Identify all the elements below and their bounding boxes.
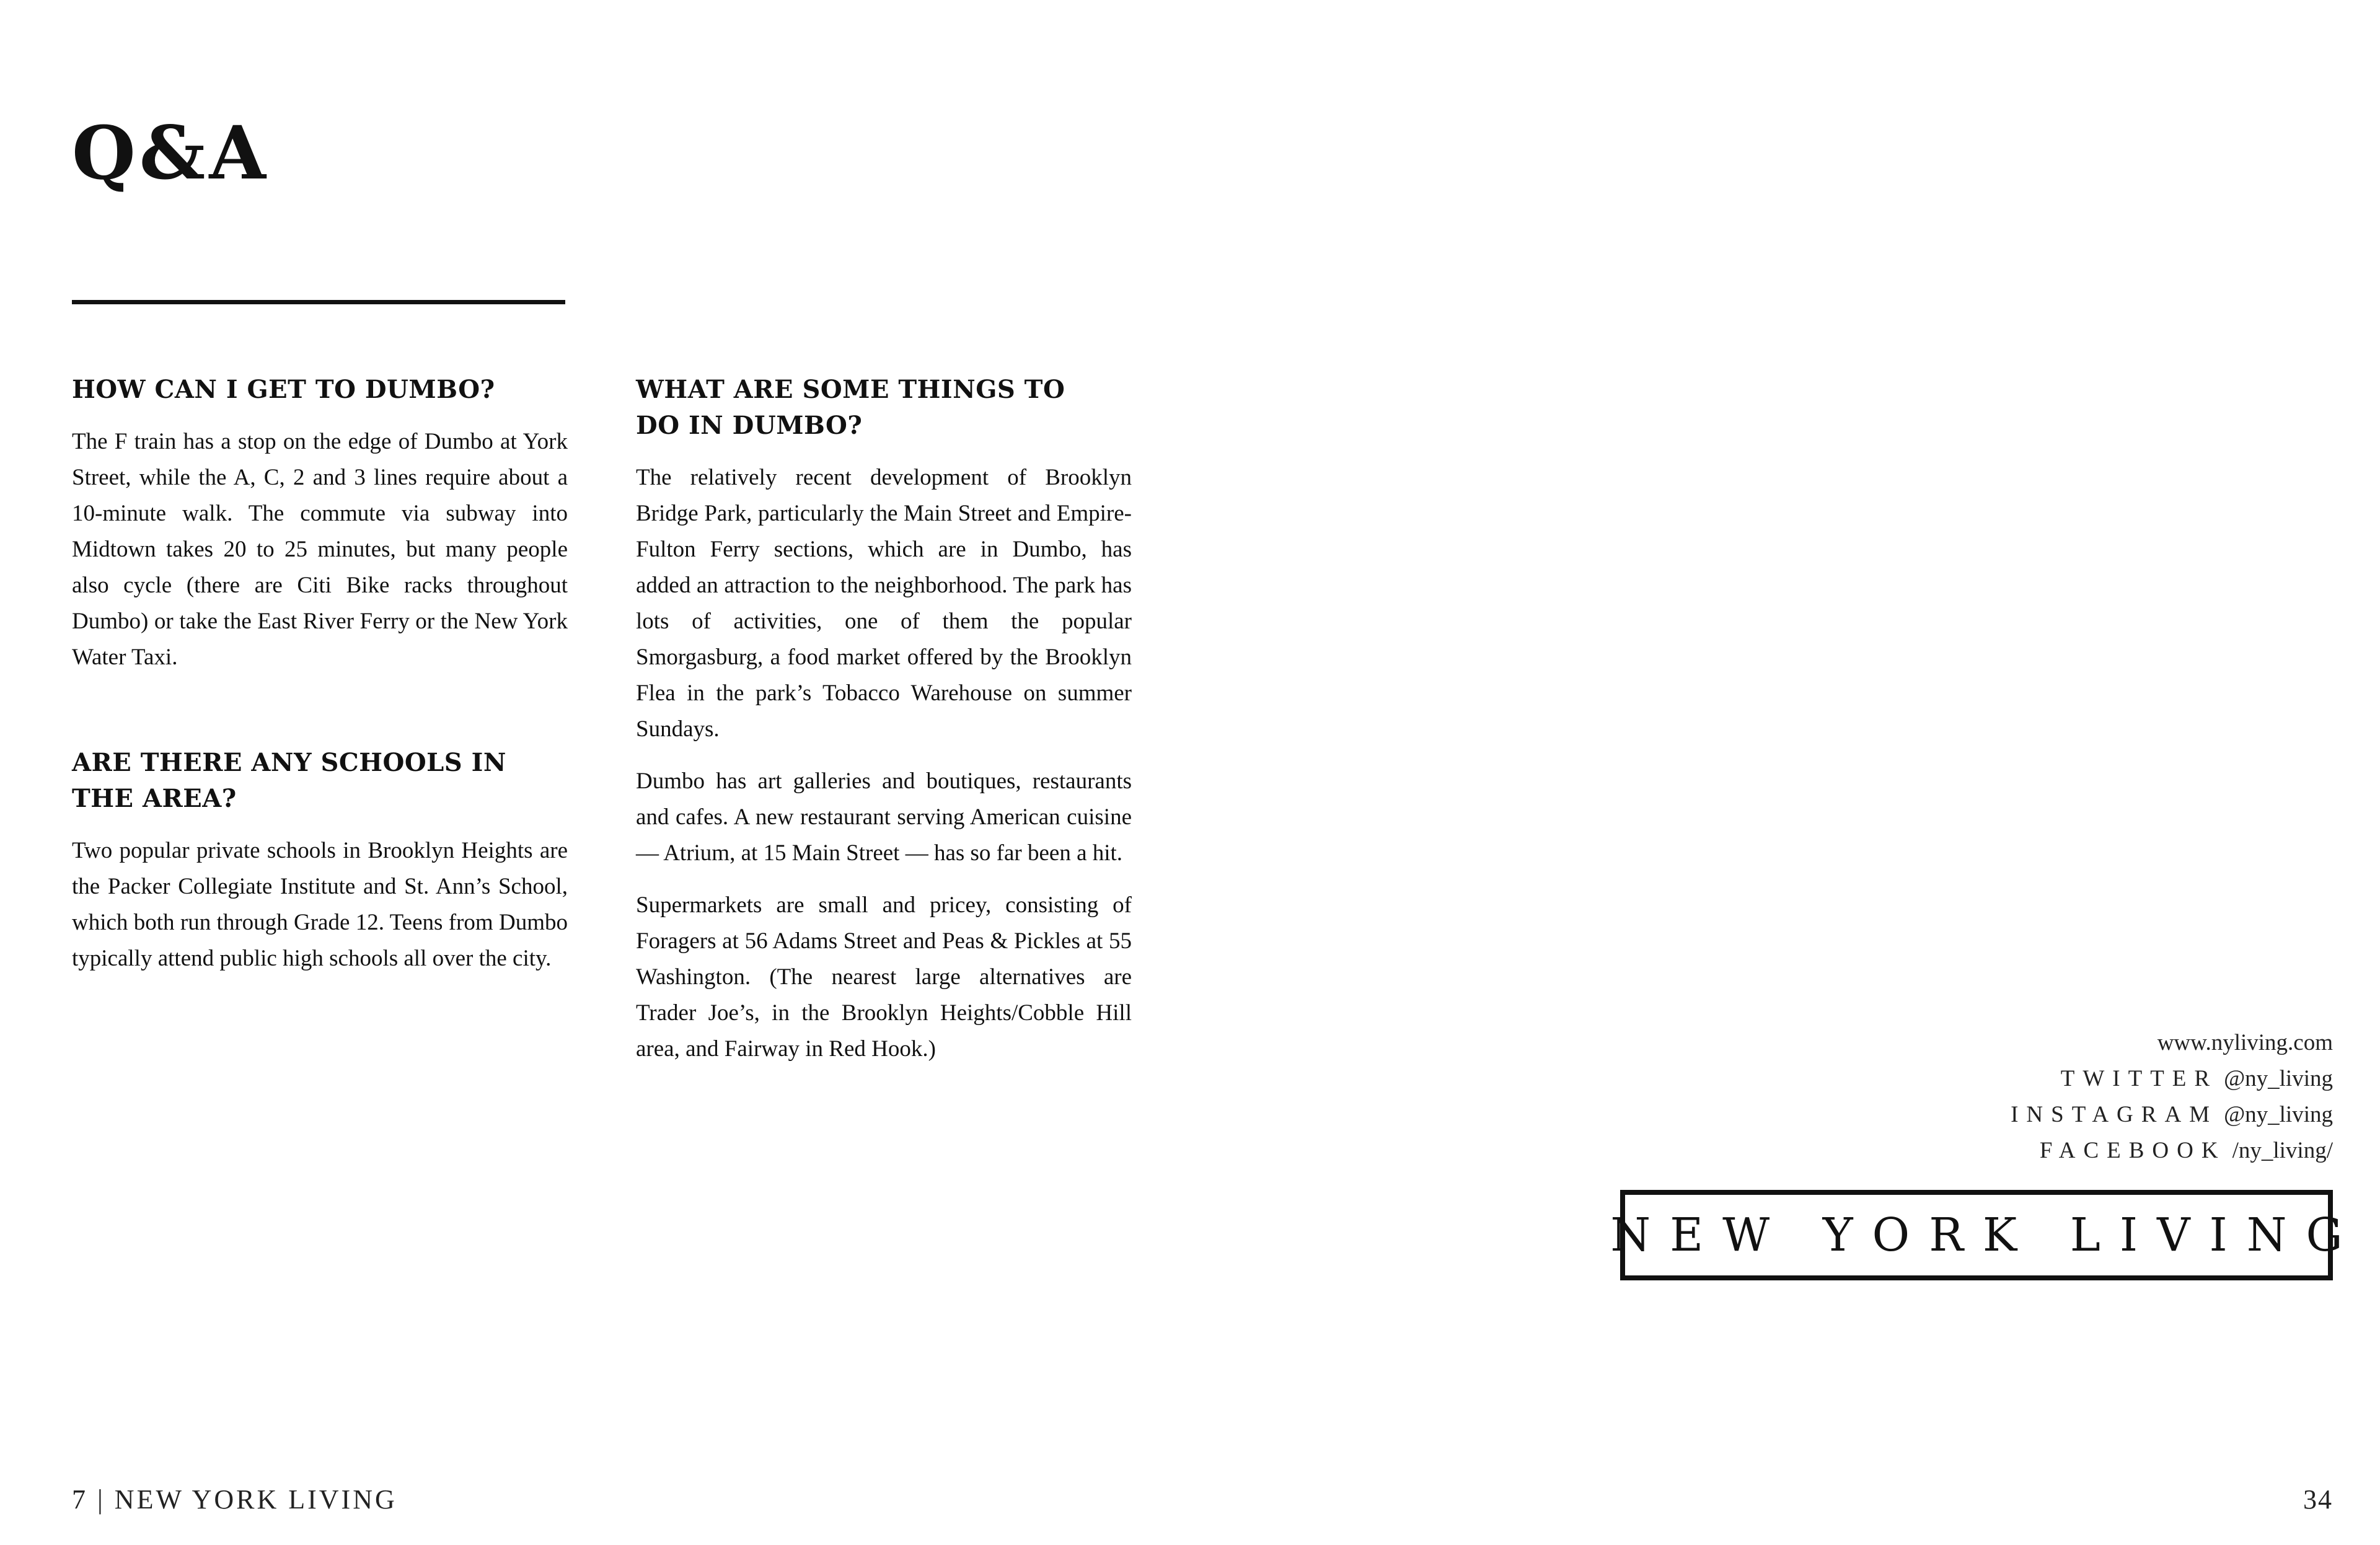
instagram-row — [2011, 1097, 2333, 1133]
qa-block-things-to-do — [636, 372, 1132, 1067]
facebook-row — [2011, 1133, 2333, 1169]
magazine-logo — [1610, 1190, 2362, 1280]
question-heading: ARE THERE ANY SCHOOLS IN THE AREA? — [72, 748, 506, 813]
website-link[interactable]: www.nyliving.com — [2157, 1030, 2333, 1055]
contact-block — [2011, 1025, 2333, 1169]
answer-paragraph: Two popular private schools in Brooklyn Heights are the Packer Collegiate Institute and St. Ann’s School, which both run through Grade 12. Teens from Dumbo typically attend public high schools all over the city. — [72, 838, 568, 971]
facebook-handle[interactable]: /ny_living/ — [2232, 1138, 2333, 1163]
page-number: 34 — [2303, 1484, 2333, 1515]
middle-column — [636, 372, 1132, 1137]
left-column — [72, 372, 568, 1046]
page-title: Q&A — [72, 110, 270, 196]
question-heading: WHAT ARE SOME THINGS TO DO IN DUMBO? — [636, 375, 1065, 440]
twitter-row — [2011, 1061, 2333, 1097]
twitter-label: TWITTER — [2060, 1066, 2218, 1091]
qa-block-getting-there — [72, 372, 568, 676]
answer-paragraph: Supermarkets are small and pricey, consisting of Foragers at 56 Adams Street and Peas & Pickles at 55 Washington. (The nearest large alternatives are Trader Joe’s, in the Brooklyn Heights/Cobble Hill area, and Fairway in Red Hook.) — [636, 892, 1132, 1062]
instagram-label: INSTAGRAM — [2011, 1102, 2218, 1127]
footer-folio-left: 7 | NEW YORK LIVING — [72, 1484, 397, 1515]
logo-text: NEW YORK LIVING — [1610, 1208, 2362, 1262]
title-divider — [72, 300, 565, 304]
qa-block-schools — [72, 745, 568, 977]
answer-paragraph: The F train has a stop on the edge of Dumbo at York Street, while the A, C, 2 and 3 lines require about a 10-minute walk. The commute via subway into Midtown takes 20 to 25 minutes, but many people also cycle (there are Citi Bike racks throughout Dumbo) or take the East River Ferry or the New York Water Taxi. — [72, 429, 568, 670]
instagram-handle[interactable]: @ny_living — [2224, 1102, 2333, 1127]
answer-paragraph: Dumbo has art galleries and boutiques, restaurants and cafes. A new restaurant serving American cuisine — Atrium, at 15 Main Street — has so far been a hit. — [636, 768, 1132, 866]
twitter-handle[interactable]: @ny_living — [2224, 1066, 2333, 1091]
answer-paragraph: The relatively recent development of Brooklyn Bridge Park, particularly the Main Street and Empire-Fulton Ferry sections, which are in Dumbo, has added an attraction to the neighborhood. The park has lots of activities, one of them the popular Smorgasburg, a food market offered by the Brooklyn Flea in the park’s Tobacco Warehouse on summer Sundays. — [636, 465, 1132, 742]
facebook-label: FACEBOOK — [2039, 1138, 2226, 1163]
question-heading: HOW CAN I GET TO DUMBO? — [72, 375, 495, 404]
